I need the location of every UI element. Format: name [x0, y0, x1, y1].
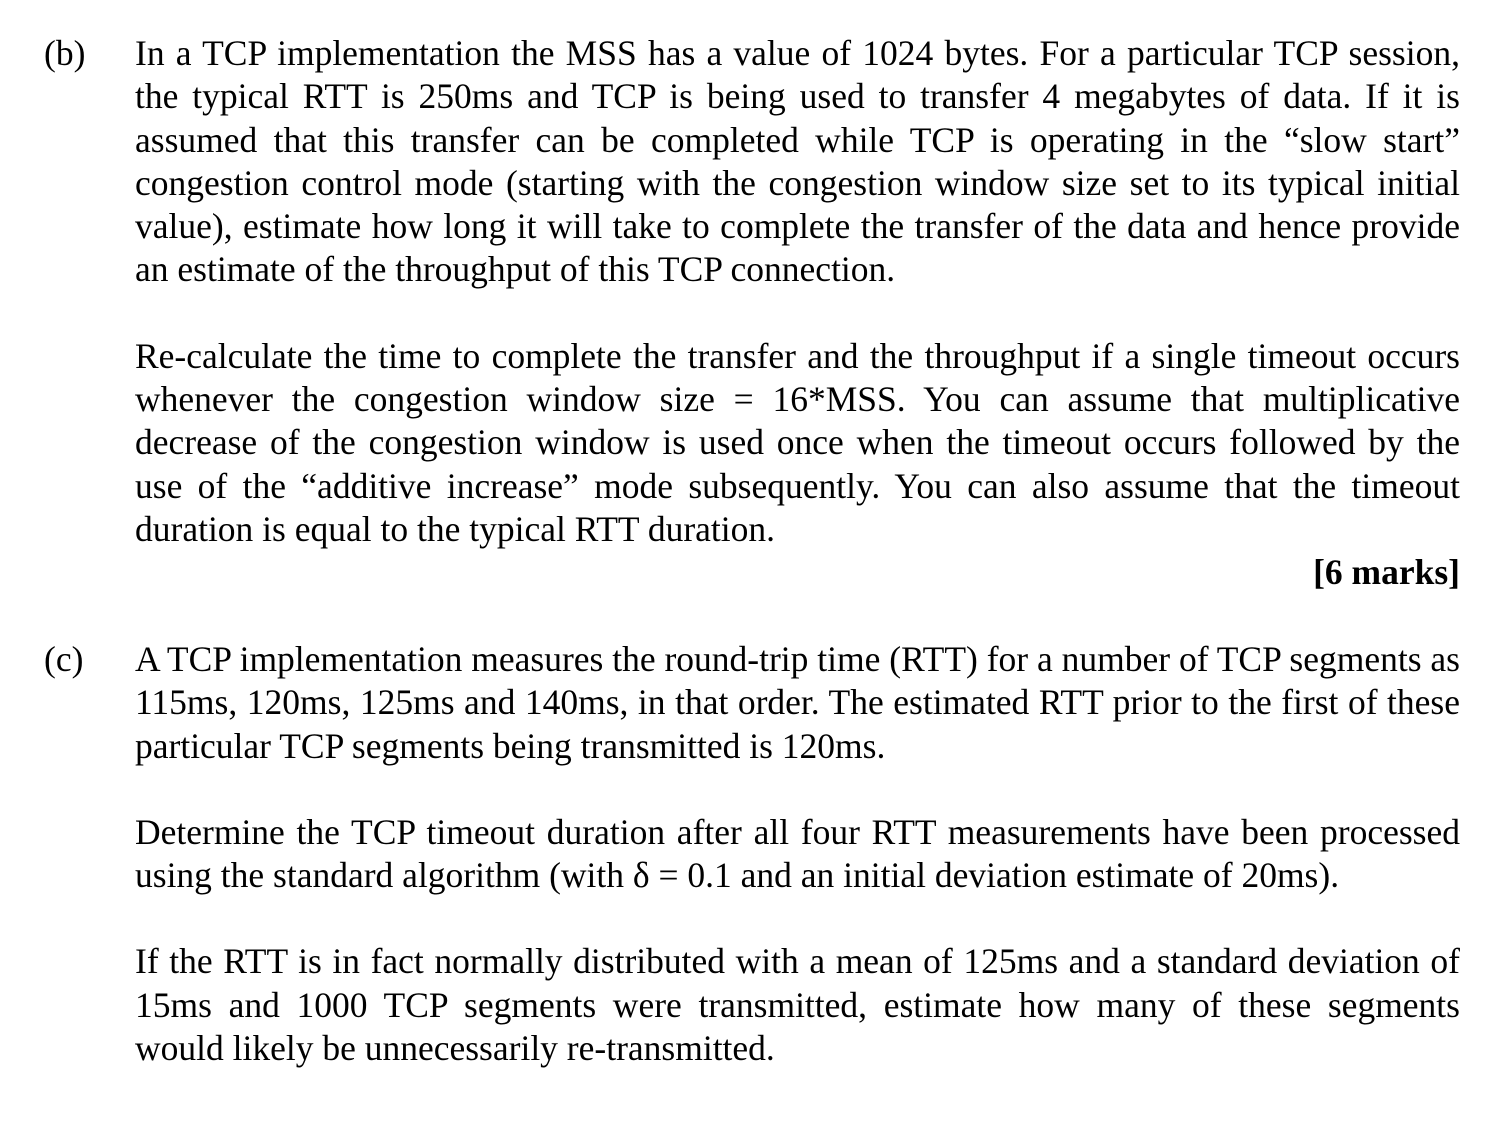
- question-b-paragraph-1: In a TCP implementation the MSS has a value of 1024 bytes. For a particular TCP session, the typical RTT is 250ms and TCP is being used to transfer 4 megabytes of data. If it is assumed that this transfer can be completed while TCP is operating in the “slow start” congestion control mode (starting with the congestion window size set to its typical initial value), estimate how long it will take to complete the transfer of the data and hence provide an estimate of the throughput of this TCP connection.: [135, 33, 1460, 290]
- paragraph-gap: [135, 897, 1460, 940]
- question-c-paragraph-1: A TCP implementation measures the round-trip time (RTT) for a number of TCP segments as 115ms, 120ms, 125ms and 140ms, in that order. The estimated RTT prior to the first of these particular TCP segments being transmitted is 120ms.: [135, 639, 1460, 766]
- question-c-paragraph-2: Determine the TCP timeout duration after all four RTT measurements have been processed using the standard algorithm (with δ = 0.1 and an initial deviation estimate of 20ms).: [135, 811, 1460, 896]
- question-c-body: [135, 638, 1460, 1070]
- question-b-label: (b): [44, 33, 86, 73]
- question-b-body: [135, 32, 1460, 595]
- question-b-paragraph-2: Re-calculate the time to complete the transfer and the throughput if a single timeout occurs whenever the congestion window size = 16*MSS. You can assume that multiplicative decrease of the congestion window is used once when the timeout occurs followed by the use of the “additive increase” mode subsequently. You can also assume that the timeout duration is equal to the typical RTT duration.: [135, 335, 1460, 549]
- question-b-marks: [6 marks]: [1313, 552, 1460, 593]
- question-c-paragraph-3: If the RTT is in fact normally distributed with a mean of 125ms and a standard deviation of 15ms and 1000 TCP segments were transmitted, estimate how many of these segments would likely be unnecessarily re-transmitted.: [135, 941, 1460, 1069]
- paragraph-gap: [135, 768, 1460, 811]
- paragraph-gap: [135, 292, 1460, 335]
- question-c-label: (c): [44, 639, 84, 679]
